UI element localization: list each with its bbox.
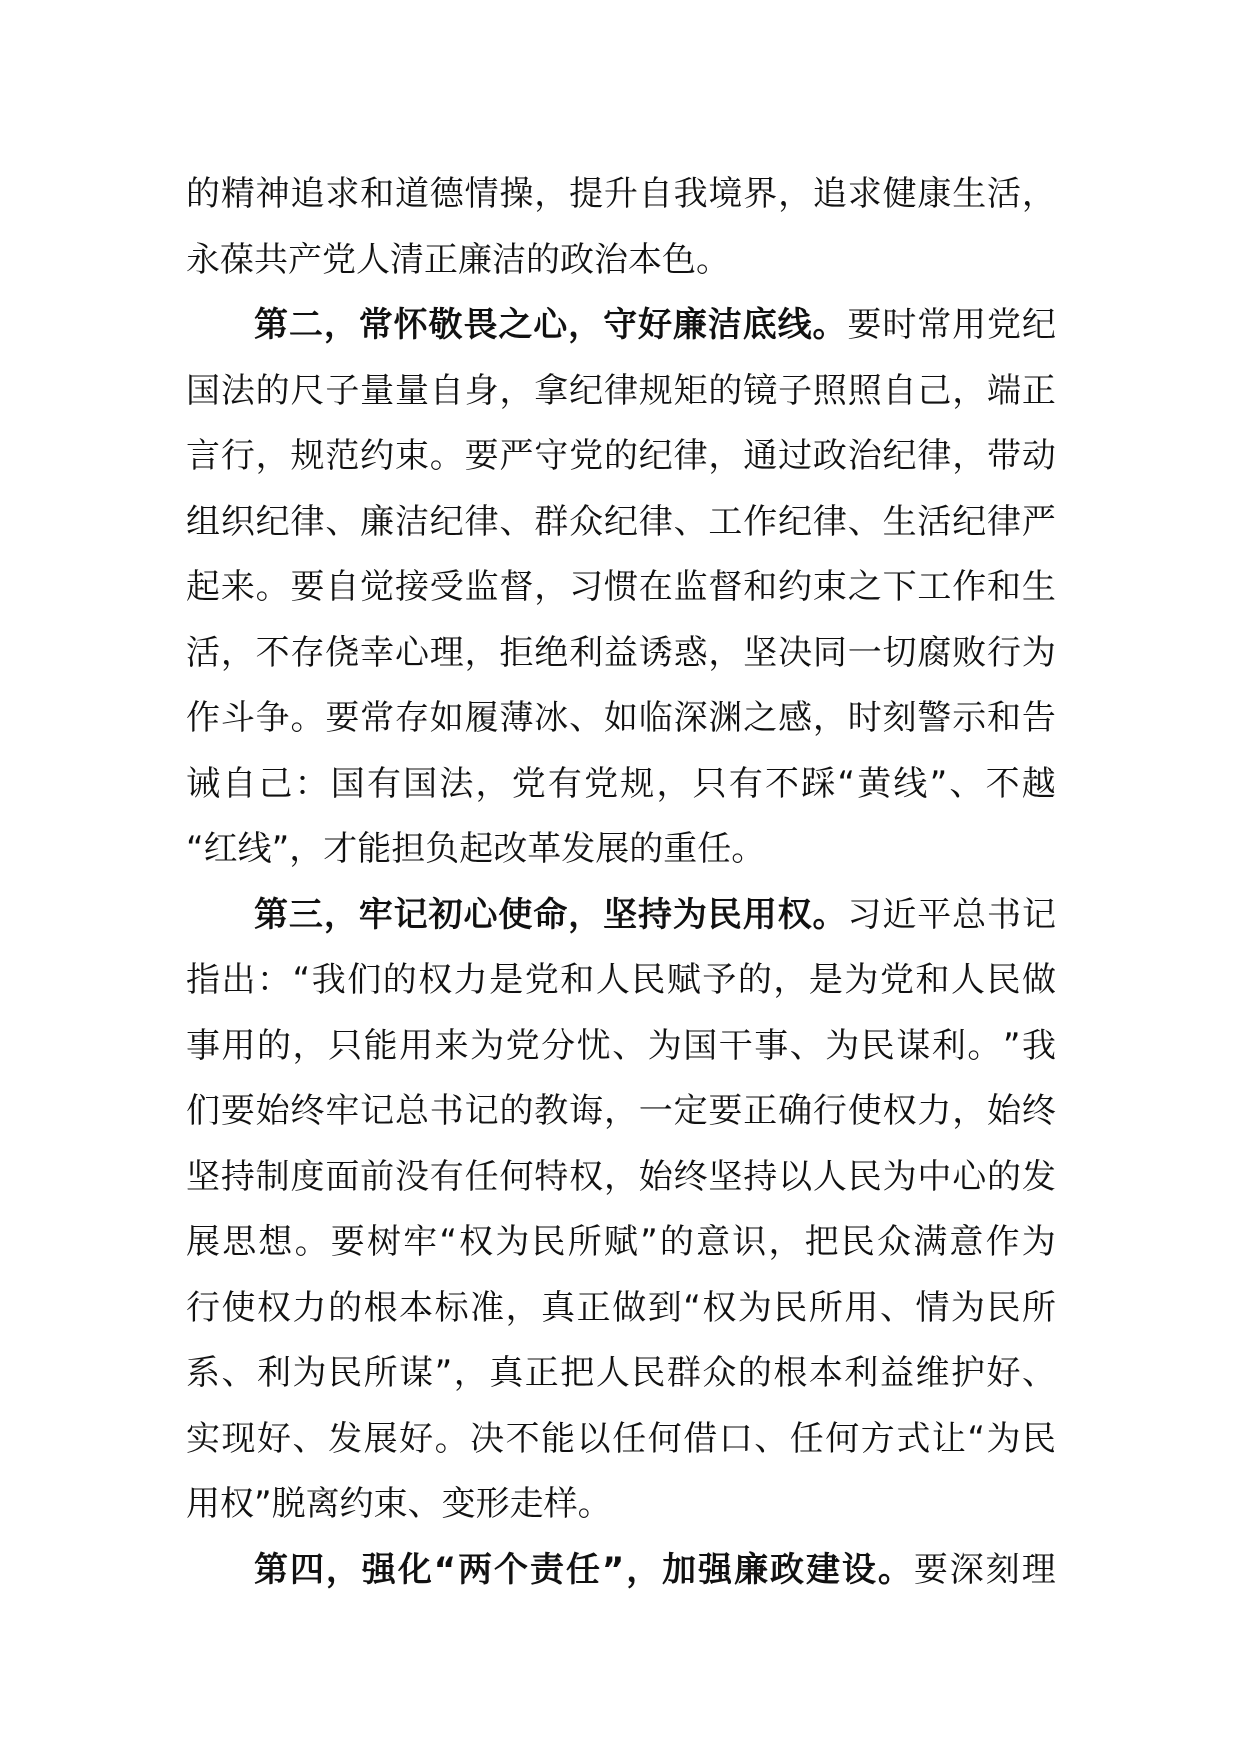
text-line: 活 ， 不 存 侥 幸 心 理 ， 拒 绝 利 益 诱 惑 ， 坚 决 同 一 切 腐 败 行 为 — [186, 632, 1056, 673]
text-line: 永葆共产党人清正廉洁的政治本色。 — [186, 239, 730, 280]
text-line: 展 思 想 。 要 树 牢 “ 权 为 民 所 赋 ” 的 意 识 ， 把 民 众 满 意 作 为 — [186, 1222, 1056, 1262]
text-line: 国 法 的 尺 子 量 量 自 身 ， 拿 纪 律 规 矩 的 镜 子 照 照 自 己 ， 端 正 — [186, 370, 1056, 411]
paragraph — [186, 883, 1056, 1538]
text-line: 行 使 权 力 的 根 本 标 准 ， 真 正 做 到 “ 权 为 民 所 用 、 情 为 民 所 — [186, 1287, 1056, 1328]
paragraph — [186, 1538, 1056, 1604]
text-line: 事 用 的 ， 只 能 用 来 为 党 分 忧 、 为 国 干 事 、 为 民 谋 利 。 ” 我 — [186, 1025, 1056, 1066]
text-line: 起 来 。 要 自 觉 接 受 监 督 ， 习 惯 在 监 督 和 约 束 之 下 工 作 和 生 — [186, 567, 1056, 607]
paragraph-first-line: 第 三 ， 牢 记 初 心 使 命 ， 坚 持 为 民 用 权 。 习 近 平 总 书 记 — [254, 894, 1056, 935]
text-line: 坚 持 制 度 面 前 没 有 任 何 特 权 ， 始 终 坚 持 以 人 民 为 中 心 的 发 — [186, 1156, 1056, 1197]
text-line: 组 织 纪 律 、 廉 洁 纪 律 、 群 众 纪 律 、 工 作 纪 律 、 生 活 纪 律 严 — [186, 501, 1056, 542]
text-line: 诫 自 己 ： 国 有 国 法 ， 党 有 党 规 ， 只 有 不 踩 “ 黄 线 ” 、 不 越 — [186, 763, 1056, 804]
document-page — [186, 162, 1056, 1603]
text-line: 用权”脱离约束、变形走样。 — [186, 1484, 612, 1524]
paragraph — [186, 162, 1056, 293]
paragraph — [186, 293, 1056, 883]
text-line: 的 精 神 追 求 和 道 德 情 操 ， 提 升 自 我 境 界 ， 追 求 健 康 生 活 ， — [186, 174, 1056, 214]
text-line: 言 行 ， 规 范 约 束 。 要 严 守 党 的 纪 律 ， 通 过 政 治 纪 律 ， 带 动 — [186, 436, 1056, 476]
text-line: 指 出 ： “ 我 们 的 权 力 是 党 和 人 民 赋 予 的 ， 是 为 党 和 人 民 做 — [186, 960, 1056, 1000]
paragraph-first-line: 第 二 ， 常 怀 敬 畏 之 心 ， 守 好 廉 洁 底 线 。 要 时 常 用 党 纪 — [254, 305, 1056, 345]
text-line: 系 、 利 为 民 所 谋 ” ， 真 正 把 人 民 群 众 的 根 本 利 益 维 护 好 、 — [186, 1353, 1056, 1393]
text-line: “红线”，才能担负起改革发展的重任。 — [186, 829, 766, 869]
text-line: 作 斗 争 。 要 常 存 如 履 薄 冰 、 如 临 深 渊 之 感 ， 时 刻 警 示 和 告 — [186, 698, 1056, 738]
text-line: 实 现 好 、 发 展 好 。 决 不 能 以 任 何 借 口 、 任 何 方 式 让 “ 为 民 — [186, 1418, 1056, 1459]
paragraph-first-line: 第 四 ， 强 化 “ 两 个 责 任 ” ， 加 强 廉 政 建 设 。 要 深 刻 理 — [254, 1549, 1056, 1590]
text-line: 们 要 始 终 牢 记 总 书 记 的 教 诲 ， 一 定 要 正 确 行 使 权 力 ， 始 终 — [186, 1091, 1056, 1131]
